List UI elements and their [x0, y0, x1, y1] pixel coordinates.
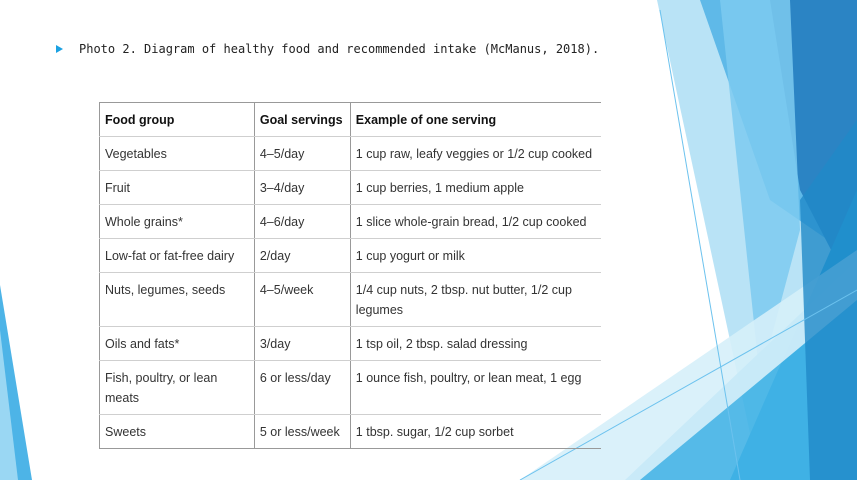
caption-bullet-line [56, 42, 599, 56]
goal-servings-cell: 2/day [254, 239, 350, 273]
food-group-cell: Fish, poultry, or lean meats [100, 361, 255, 415]
table-row [100, 327, 602, 361]
food-group-cell: Whole grains* [100, 205, 255, 239]
table-row [100, 273, 602, 327]
food-group-cell: Nuts, legumes, seeds [100, 273, 255, 327]
example-serving-cell: 1 tbsp. sugar, 1/2 cup sorbet [350, 415, 601, 449]
example-serving-cell: 1 ounce fish, poultry, or lean meat, 1 egg [350, 361, 601, 415]
food-group-cell: Vegetables [100, 137, 255, 171]
goal-servings-cell: 4–5/week [254, 273, 350, 327]
food-group-cell: Low-fat or fat-free dairy [100, 239, 255, 273]
bullet-arrow-icon [56, 45, 63, 53]
table-header-row [100, 103, 602, 137]
column-header: Goal servings [254, 103, 350, 137]
example-serving-cell: 1 cup yogurt or milk [350, 239, 601, 273]
example-serving-cell: 1 cup berries, 1 medium apple [350, 171, 601, 205]
example-serving-cell: 1 cup raw, leafy veggies or 1/2 cup cooked [350, 137, 601, 171]
food-group-cell: Fruit [100, 171, 255, 205]
goal-servings-cell: 4–5/day [254, 137, 350, 171]
food-group-cell: Oils and fats* [100, 327, 255, 361]
goal-servings-cell: 3/day [254, 327, 350, 361]
table-row [100, 205, 602, 239]
table-row [100, 137, 602, 171]
table-row [100, 415, 602, 449]
column-header: Food group [100, 103, 255, 137]
table-row [100, 361, 602, 415]
example-serving-cell: 1 tsp oil, 2 tbsp. salad dressing [350, 327, 601, 361]
goal-servings-cell: 3–4/day [254, 171, 350, 205]
example-serving-cell: 1 slice whole-grain bread, 1/2 cup cooked [350, 205, 601, 239]
goal-servings-cell: 6 or less/day [254, 361, 350, 415]
example-serving-cell: 1/4 cup nuts, 2 tbsp. nut butter, 1/2 cup legumes [350, 273, 601, 327]
food-group-cell: Sweets [100, 415, 255, 449]
table-row [100, 239, 602, 273]
goal-servings-cell: 5 or less/week [254, 415, 350, 449]
goal-servings-cell: 4–6/day [254, 205, 350, 239]
column-header: Example of one serving [350, 103, 601, 137]
healthy-food-table [99, 102, 601, 449]
table-row [100, 171, 602, 205]
photo-caption: Photo 2. Diagram of healthy food and recommended intake (McManus, 2018). [79, 42, 600, 56]
